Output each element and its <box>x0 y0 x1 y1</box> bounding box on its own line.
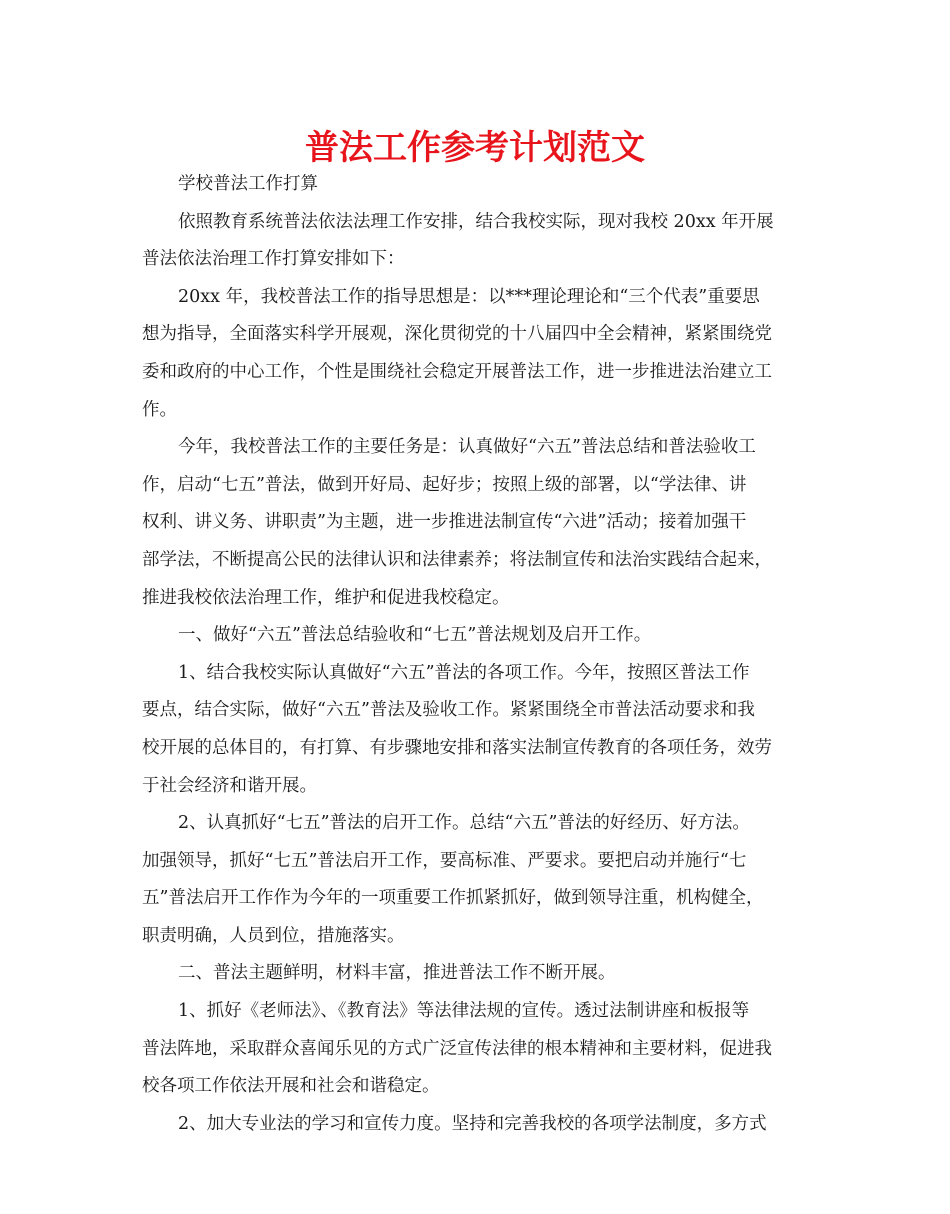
text-line: 1、抓好《老师法》、《教育法》等法律法规的宣传。透过法制讲座和板报等 <box>178 1001 750 1022</box>
text-line: 权利、讲义务、讲职责”为主题，进一步推进法制宣传“六进”活动；接着加强干 <box>142 512 747 533</box>
text-line: 普法依法治理工作打算安排如下： <box>142 249 405 270</box>
text-line: 2、认真抓好“七五”普法的启开工作。总结“六五”普法的好经历、好方法。 <box>178 813 750 834</box>
text-line: 普法阵地，采取群众喜闻乐见的方式广泛宣传法律的根本精神和主要材料，促进我 <box>142 1038 772 1059</box>
text-line: 推进我校依法治理工作，维护和促进我校稳定。 <box>142 587 510 608</box>
document-body <box>142 166 814 1143</box>
text-line: 2、加大专业法的学习和宣传力度。坚持和完善我校的各项学法制度，多方式 <box>178 1113 767 1134</box>
text-line: 要点，结合实际，做好“六五”普法及验收工作。紧紧围绕全市普法活动要求和我 <box>142 700 755 721</box>
text-line: 五”普法启开工作作为今年的一项重要工作抓紧抓好，做到领导注重，机构健全， <box>142 888 764 909</box>
text-line: 学校普法工作打算 <box>178 174 318 194</box>
text-line: 一、做好“六五”普法总结验收和“七五”普法规划及启开工作。 <box>178 625 652 646</box>
text-line: 于社会经济和谐开展。 <box>142 775 317 796</box>
text-line: 作。 <box>142 399 177 420</box>
text-line: 依照教育系统普法依法法理工作安排，结合我校实际，现对我校 20xx 年开展 <box>178 211 774 232</box>
text-line: 二、普法主题鲜明，材料丰富，推进普法工作不断开展。 <box>178 963 616 984</box>
text-line: 20xx 年，我校普法工作的指导思想是：以***理论理论和“三个代表”重要思 <box>178 286 760 307</box>
text-line: 校开展的总体目的，有打算、有步骤地安排和落实法制宣传教育的各项任务，效劳 <box>142 737 772 758</box>
text-line: 加强领导，抓好“七五”普法启开工作，要高标准、严要求。要把启动并施行“七 <box>142 850 747 871</box>
document-title: 普法工作参考计划范文 <box>305 128 645 168</box>
text-line: 想为指导，全面落实科学开展观，深化贯彻党的十八届四中全会精神，紧紧围绕党 <box>142 324 772 345</box>
text-line: 委和政府的中心工作，个性是围绕社会稳定开展普法工作，进一步推进法治建立工 <box>142 361 772 382</box>
text-line: 校各项工作依法开展和社会和谐稳定。 <box>142 1076 440 1097</box>
text-line: 1、结合我校实际认真做好“六五”普法的各项工作。今年，按照区普法工作 <box>178 662 750 683</box>
text-line: 职责明确，人员到位，措施落实。 <box>142 925 405 946</box>
text-line: 作，启动“七五”普法，做到开好局、起好步；按照上级的部署，以“学法律、讲 <box>142 474 747 495</box>
text-line: 今年，我校普法工作的主要任务是：认真做好“六五”普法总结和普法验收工 <box>178 437 756 458</box>
text-line: 部学法，不断提高公民的法律认识和法律素养；将法制宣传和法治实践结合起来， <box>142 549 772 570</box>
